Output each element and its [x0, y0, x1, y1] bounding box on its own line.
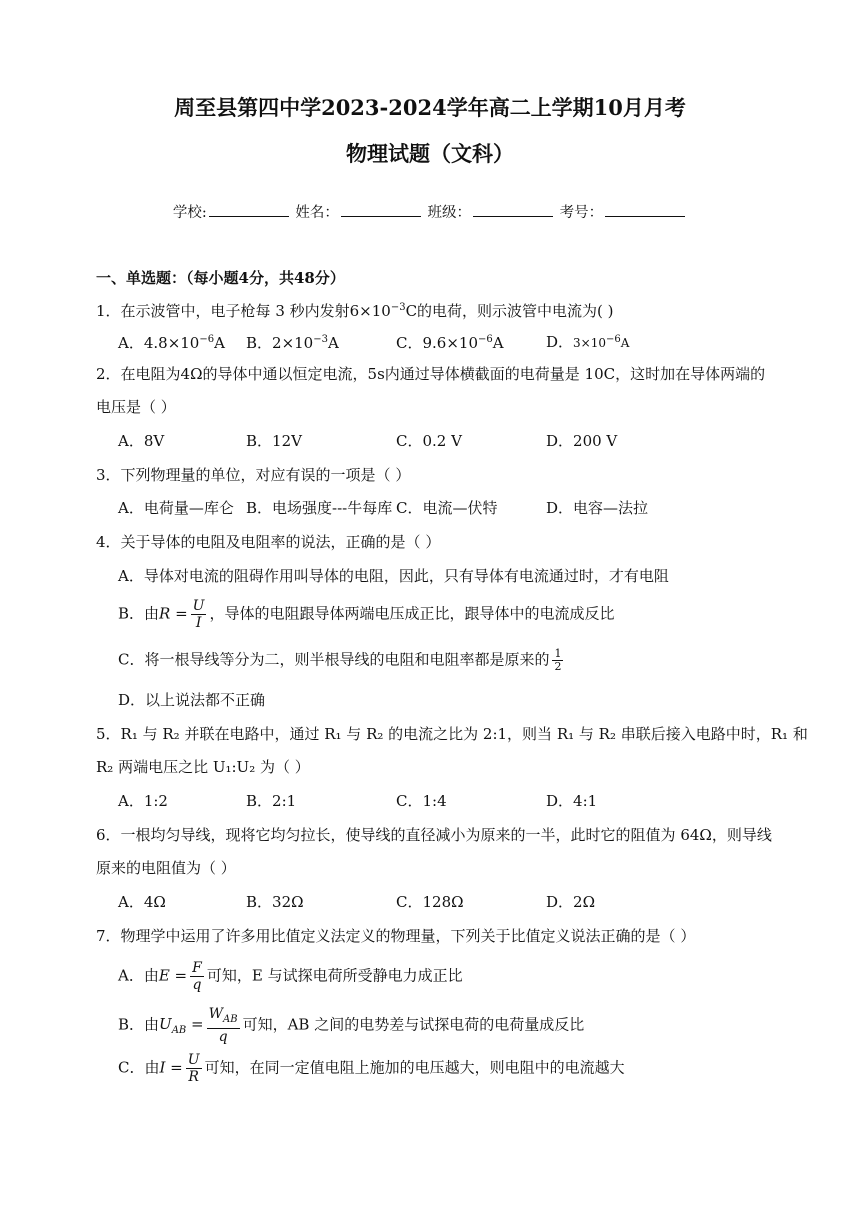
q5-option-d[interactable]: D．4:1 — [546, 792, 598, 810]
q1-stem-part: 1．在示波管中，电子枪每 3 秒内发射 — [96, 302, 350, 320]
q2-option-c[interactable]: C．0.2 V — [396, 432, 462, 450]
q7c-equation-lhs: I = — [159, 1058, 183, 1077]
q7a-fraction: $\frac{F}{q}$ — [192, 960, 202, 993]
exam-number-blank[interactable] — [605, 201, 685, 217]
q3-option-a[interactable]: A．电荷量—库仑 — [118, 499, 234, 517]
q5-option-c[interactable]: C．1:4 — [396, 792, 447, 810]
q3-option-b[interactable]: B．电场强度---牛每库 — [246, 499, 393, 517]
q1-option-b[interactable]: B．$2\times 10^{-3}A$ — [246, 334, 339, 352]
q7b-equation-lhs: $U_{AB}$ = — [159, 1015, 204, 1037]
question-5-line-1: 5．R₁ 与 R₂ 并联在电路中，通过 R₁ 与 R₂ 的电流之比为 2:1，则当 R₁ 与 R₂ 串联后接入电路中时，R₁ 和 — [96, 725, 808, 743]
q7a-equation-lhs: E = — [158, 966, 188, 985]
school-label: 学校: — [172, 205, 207, 221]
q4-option-b[interactable]: B．由R = $\frac{U}{I}$ ，导体的电阻跟导体两端电压成正比，跟导体中的电流成反比 — [118, 598, 615, 631]
q7c-fraction: $\frac{U}{R}$ — [187, 1052, 200, 1085]
q1-charge-value: 6×10 — [349, 302, 391, 320]
q7-option-a[interactable]: A．由E = $\frac{F}{q}$ 可知，E 与试探电荷所受静电力成正比 — [118, 960, 463, 993]
q2-option-a[interactable]: A．8V — [118, 432, 165, 450]
q4b-fraction: $\frac{U}{I}$ — [192, 598, 205, 631]
name-blank[interactable] — [341, 201, 421, 217]
student-info-row — [0, 201, 860, 223]
question-5-line-2: R₂ 两端电压之比 U₁:U₂ 为（ ） — [96, 758, 310, 776]
q6-option-d[interactable]: D．2Ω — [546, 893, 596, 911]
q4b-equation-lhs: R = — [159, 604, 188, 623]
exam-title: 周至县第四中学2023-2024学年高二上学期10月月考 — [174, 95, 686, 120]
q1-charge-exp: −3 — [390, 302, 406, 313]
question-4-stem: 4．关于导体的电阻及电阻率的说法，正确的是（ ） — [96, 533, 441, 551]
question-3-stem: 3．下列物理量的单位，对应有误的一项是（ ） — [96, 466, 411, 484]
question-7-stem: 7．物理学中运用了许多用比值定义法定义的物理量，下列关于比值定义说法正确的是（ ） — [96, 927, 696, 945]
class-blank[interactable] — [473, 201, 553, 217]
q7b-fraction: $\frac{W_{AB}}{q}$ — [208, 1006, 238, 1045]
school-blank[interactable] — [209, 201, 289, 217]
exam-subtitle: 物理试题（文科） — [346, 141, 514, 166]
q4-option-c[interactable]: C．将一根导线等分为二，则半根导线的电阻和电阻率都是原来的 $\frac{1}{2}$ — [118, 647, 562, 673]
q7-option-c[interactable]: C．由I = $\frac{U}{R}$ 可知，在同一定值电阻上施加的电压越大，则电阻中的电流越大 — [118, 1052, 625, 1085]
q1-stem-tail: C的电荷，则示波管中电流为( ) — [405, 302, 614, 320]
q4-option-a[interactable]: A．导体对电流的阻碍作用叫导体的电阻，因此，只有导体有电流通过时，才有电阻 — [118, 567, 669, 585]
class-label: 班级： — [427, 205, 471, 221]
q1-option-c[interactable]: C．$9.6\times 10^{-6}A$ — [396, 334, 504, 352]
q3-option-c[interactable]: C．电流—伏特 — [396, 499, 498, 517]
q2-option-b[interactable]: B．12V — [246, 432, 302, 450]
q7-option-b[interactable]: B．由$U_{AB}$ = $\frac{W_{AB}}{q}$ 可知，AB 之间的电势差与试探电荷的电荷量成反比 — [118, 1006, 585, 1045]
q6-option-a[interactable]: A．4Ω — [118, 893, 166, 911]
q3-option-d[interactable]: D．电容—法拉 — [546, 499, 649, 517]
question-1-stem — [96, 298, 614, 321]
q4c-fraction: $\frac{1}{2}$ — [554, 647, 562, 673]
q2-option-d[interactable]: D．200 V — [546, 432, 618, 450]
q1-option-d[interactable]: D．$3\times 10^{-6}A$ — [546, 333, 630, 351]
question-2-line-1: 2．在电阻为4Ω的导体中通以恒定电流，5s内通过导体横截面的电荷量是 10C，这时加在导体两端的 — [96, 365, 766, 383]
q6-option-b[interactable]: B．32Ω — [246, 893, 304, 911]
q5-option-b[interactable]: B．2:1 — [246, 792, 297, 810]
q1-option-a[interactable]: A．$4.8\times 10^{-6}A$ — [118, 334, 225, 352]
name-label: 姓名： — [295, 205, 339, 221]
question-6-line-1: 6．一根均匀导线，现将它均匀拉长，使导线的直径减小为原来的一半，此时它的阻值为 64Ω，则导线 — [96, 826, 772, 844]
exam-number-label: 考号： — [559, 205, 604, 221]
question-6-line-2: 原来的电阻值为（ ） — [96, 859, 236, 877]
q4-option-d[interactable]: D．以上说法都不正确 — [118, 691, 266, 709]
q5-option-a[interactable]: A．1:2 — [118, 792, 168, 810]
section-heading: 一、单选题：（每小题4分，共48分） — [96, 269, 345, 287]
q6-option-c[interactable]: C．128Ω — [396, 893, 464, 911]
question-2-line-2: 电压是（ ） — [96, 398, 176, 416]
